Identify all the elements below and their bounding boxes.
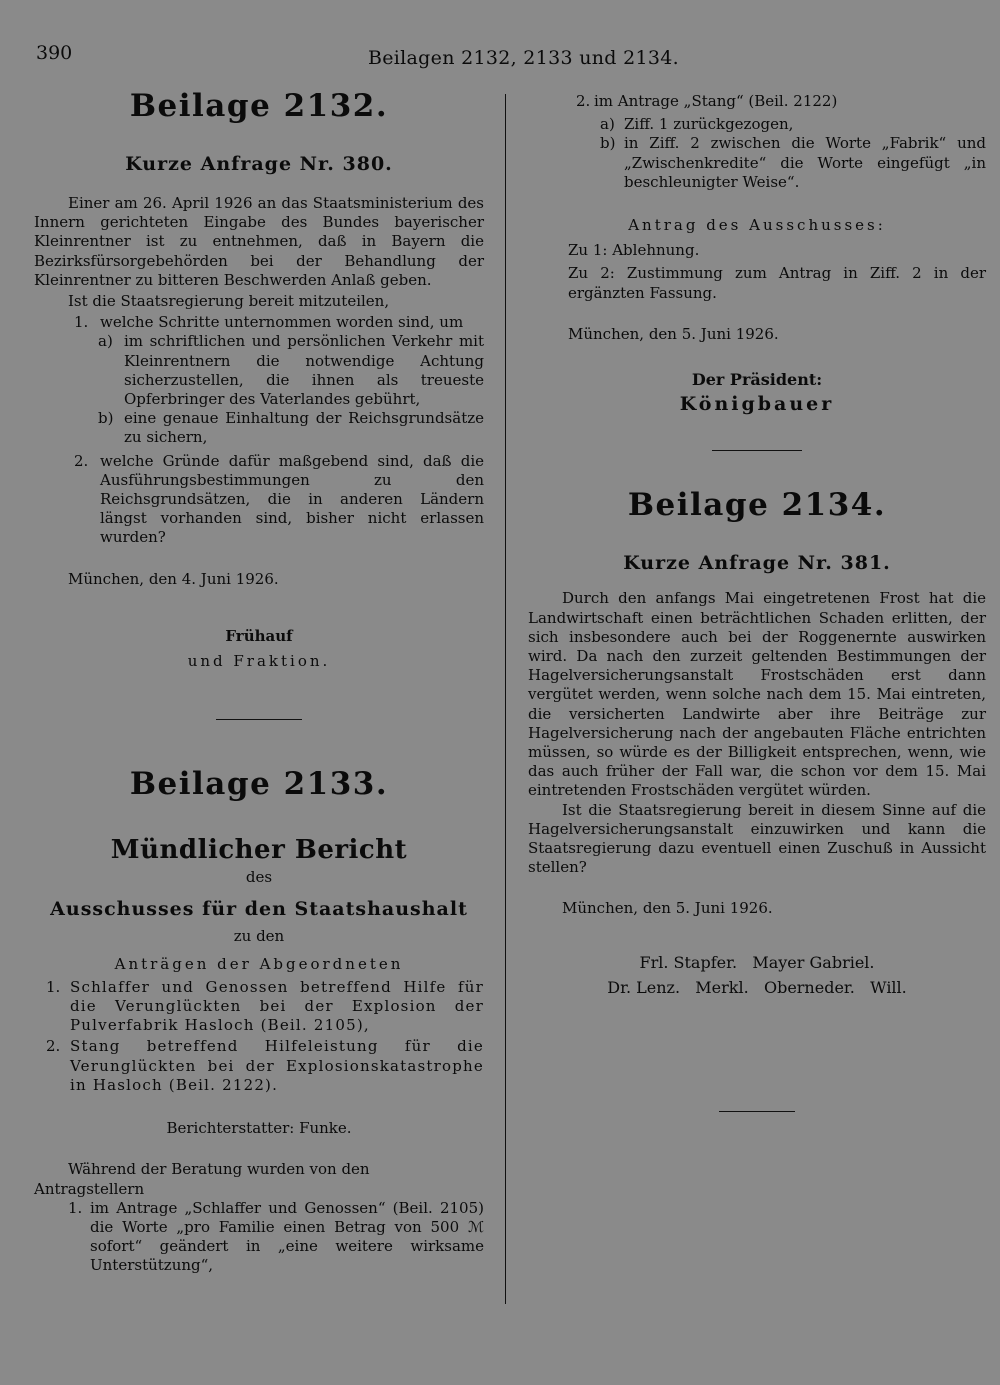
beilage-2132-intro: Einer am 26. April 1926 an das Staatsministerium des Innern gerichteten Eingabe des Bundes bayerischer Kleinrentner ist zu entnehmen, daß in Bayern die Bezirksfürsorgebehörden bei der Behandlung der Kleinrentner zu bitteren Beschwerden Anlaß geben.: [34, 194, 484, 289]
beilage-2134-paragraph-2: Ist die Staatsregierung bereit in diesem Sinne auf die Hagelversicherungsanstalt einzuwirken und kann die Staatsregierung dazu eventuell einen Zuschuß in Aussicht stellen?: [528, 800, 986, 877]
item-number: 1.: [46, 977, 61, 996]
beilage-2132-subtitle: Kurze Anfrage Nr. 380.: [125, 153, 393, 175]
beilage-2133-president-name: Königbauer: [679, 393, 835, 416]
beilage-2132-item-2: [34, 452, 484, 548]
beilage-2133-des: des: [245, 868, 273, 887]
beilage-2134-paragraph-1: Durch den anfangs Mai eingetretenen Frost hat die Landwirtschaft einen beträchtlichen Schaden erlitten, der sich insbesondere auch bei der Roggenernte auswirken wird. Da nach den zurzeit geltenden Bestimmungen der Hagelversicherungsanstalt Frostschäden erst dann vergütet werden, wenn solche nach dem 15. Mai eintreten, die versicherten Landwirte aber ihre Beiträge zur Hagelversicherung nach der angebauten Fläche entrichten müssen, so würde es der Billigkeit entsprechen, wenn, wie das auch früher der Fall war, die schon vor dem 15. Mai eintretenden Frostschäden vergütet würden.: [528, 589, 986, 800]
item-number: b): [98, 409, 114, 428]
beilage-2133-item-1: [34, 978, 484, 1036]
item-text: Schlaffer und Genossen betreffend Hilfe für die Verunglückten bei der Explosion der Pulverfabrik Hasloch (Beil. 2105),: [70, 977, 484, 1035]
item-number: 1.: [74, 313, 89, 332]
page-number: 390: [36, 42, 73, 64]
item-number: 2.: [46, 1037, 61, 1056]
beilage-2133-date: München, den 5. Juni 1926.: [568, 324, 779, 343]
item-number: b): [600, 134, 616, 153]
item-number: a): [98, 332, 113, 351]
beilage-2132-date: München, den 4. Juni 1926.: [68, 569, 279, 588]
item-text: in Ziff. 2 zwischen die Worte „Fabrik“ und „Zwischenkredite“ die Worte eingefügt „in beschleunigter Weise“.: [624, 134, 986, 191]
beilage-2132-item-1b: [34, 409, 484, 447]
running-head: Beilagen 2132, 2133 und 2134.: [368, 47, 679, 69]
beilage-2133-during: Während der Beratung wurden von den Antragstellern: [34, 1160, 370, 1198]
beilage-2133-committee-motion: Antrag des Ausschusses:: [628, 216, 886, 235]
beilage-2134-title: Beilage 2134.: [627, 487, 887, 524]
item-text: Stang betreffend Hilfeleistung für die Verunglückten bei der Explosionskatastrophe in Hasloch (Beil. 2122).: [70, 1037, 484, 1094]
beilage-2133-change-2b: [528, 134, 986, 192]
section-separator: [712, 450, 802, 451]
item-number: 1.: [68, 1198, 83, 1217]
beilage-2133-title: Beilage 2133.: [129, 766, 389, 803]
beilage-2133-antraege: Anträgen der Abgeordneten: [114, 954, 404, 973]
item-number: 2.: [576, 92, 591, 110]
beilage-2133-report-title: Mündlicher Bericht: [110, 835, 408, 866]
item-text: Ziff. 1 zurückgezogen,: [624, 115, 794, 134]
item-number: 2.: [74, 451, 89, 470]
column-divider: [505, 94, 506, 1304]
item-text: welche Gründe dafür maßgebend sind, daß die Ausführungsbestimmungen zu den Reichsgrundsätzen, die in anderen Ländern längst vorhanden sind, bisher nicht erlassen wurden?: [100, 451, 484, 547]
beilage-2132-item-1: [34, 313, 484, 332]
beilage-2134-date: München, den 5. Juni 1926.: [562, 899, 773, 918]
section-separator: [719, 1111, 795, 1112]
beilage-2133-zu-den: zu den: [233, 927, 285, 946]
beilage-2134-signatures-2: Dr. Lenz. Merkl. Oberneder. Will.: [607, 977, 907, 997]
beilage-2132-item-1a: [34, 332, 484, 409]
beilage-2133-change-1: [34, 1199, 484, 1276]
item-text: im schriftlichen und persönlichen Verkehr mit Kleinrentnern die notwendige Achtung sicherzustellen, die ihnen als treueste Opferbringer des Vaterlandes gebührt,: [124, 332, 484, 409]
beilage-2133-zu-2: Zu 2: Zustimmung zum Antrag in Ziff. 2 in der ergänzten Fassung.: [568, 264, 986, 302]
beilage-2133-change-2a: [528, 115, 986, 134]
right-column: [528, 92, 986, 1112]
beilage-2134-signatures-1: Frl. Stapfer. Mayer Gabriel.: [639, 952, 875, 972]
beilage-2132-title: Beilage 2132.: [129, 88, 389, 124]
beilage-2133-reporter: Berichterstatter: Funke.: [166, 1119, 352, 1138]
beilage-2133-committee: Ausschusses für den Staatshaushalt: [50, 898, 468, 921]
beilage-2132-signature-group: und Fraktion.: [187, 652, 331, 671]
item-number: a): [600, 115, 615, 134]
beilage-2134-subtitle: Kurze Anfrage Nr. 381.: [623, 552, 891, 575]
beilage-2133-change-2: [528, 92, 986, 111]
beilage-2132-signature-name: Frühauf: [225, 626, 293, 645]
beilage-2132-question: Ist die Staatsregierung bereit mitzuteilen,: [68, 292, 390, 311]
beilage-2133-zu-1: Zu 1: Ablehnung.: [568, 241, 700, 260]
section-separator: [216, 719, 302, 720]
item-text: im Antrage „Stang“ (Beil. 2122): [594, 92, 838, 110]
left-column: [34, 84, 484, 1276]
beilage-2133-president-label: Der Präsident:: [691, 370, 823, 390]
item-text: im Antrage „Schlaffer und Genossen“ (Beil. 2105) die Worte „pro Familie einen Betrag von 500 ℳ sofort“ geändert in „eine weitere wirksame Unterstützung“,: [90, 1198, 484, 1275]
beilage-2133-item-2: [34, 1037, 484, 1095]
item-text: eine genaue Einhaltung der Reichsgrundsätze zu sichern,: [124, 409, 484, 447]
item-text: welche Schritte unternommen worden sind, um: [100, 313, 464, 332]
